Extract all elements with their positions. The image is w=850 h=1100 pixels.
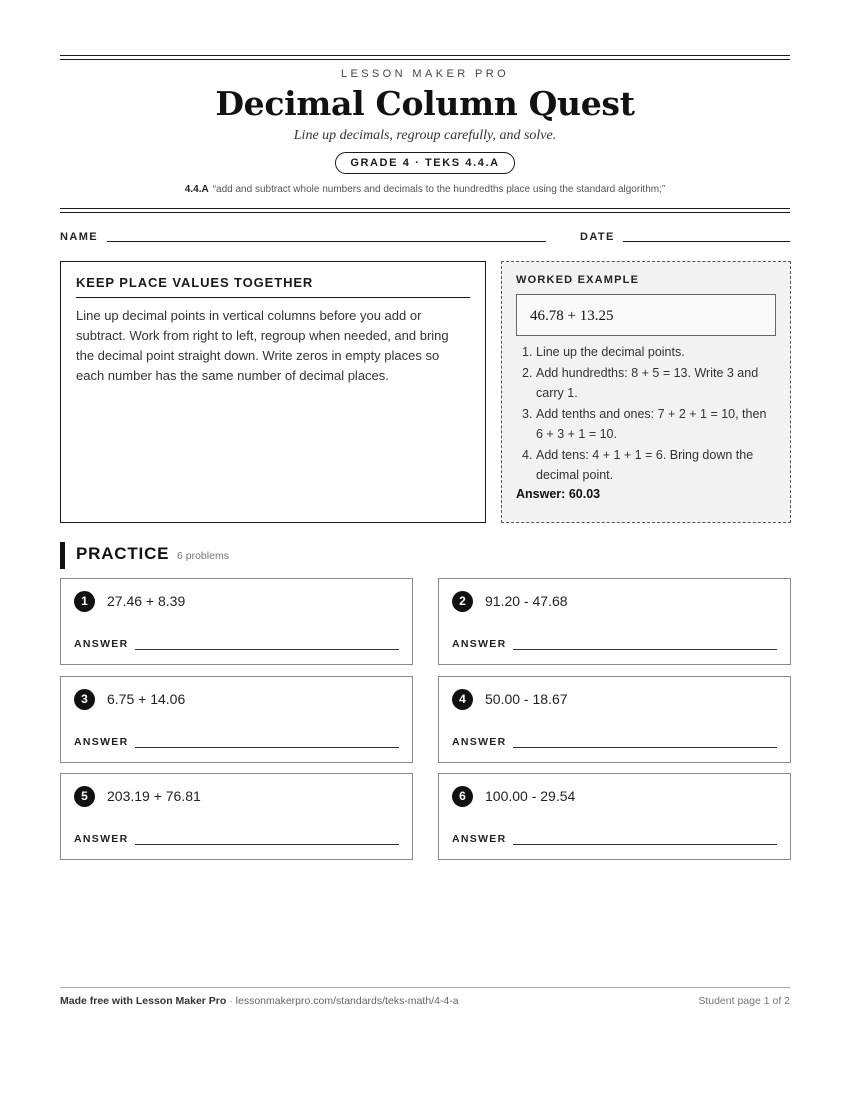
practice-title: PRACTICE bbox=[76, 544, 170, 563]
problem-card bbox=[438, 676, 791, 763]
step-item bbox=[516, 342, 776, 362]
problem-number-badge: 1 bbox=[74, 591, 95, 612]
practice-count: 6 problems bbox=[177, 550, 229, 562]
answer-value: 60.03 bbox=[568, 487, 601, 501]
footer-made-with: Made free with Lesson Maker Pro bbox=[60, 995, 227, 1007]
worked-example-expression: 46.78 + 13.25 bbox=[516, 294, 776, 336]
answer-field[interactable] bbox=[135, 844, 399, 845]
footer-credit bbox=[60, 995, 459, 1007]
step-number: 4. bbox=[522, 448, 533, 462]
worked-example-title: WORKED EXAMPLE bbox=[516, 274, 640, 286]
standard-text: “add and subtract whole numbers and decimals to the hundredths place using the standard algorithm;” bbox=[212, 184, 666, 195]
step-text: Add tenths and ones: 7 + 2 + 1 = 10, then 6 + 3 + 1 = 10. bbox=[536, 407, 767, 441]
problem-number-badge: 4 bbox=[452, 689, 473, 710]
date-field[interactable] bbox=[623, 241, 790, 242]
info-panel-body: Line up decimal points in vertical columns before you add or subtract. Work from right to left, regroup when needed, and bring the decimal point straight down. Write zeros in empty places so each number has the same number of decimal places. bbox=[76, 308, 449, 383]
step-text: Add hundredths: 8 + 5 = 13. Write 3 and carry 1. bbox=[536, 366, 759, 400]
worked-example-answer bbox=[516, 487, 776, 501]
footer-url[interactable]: lessonmakerpro.com/standards/teks-math/4-4-a bbox=[235, 995, 459, 1007]
info-panel-title: KEEP PLACE VALUES TOGETHER bbox=[76, 275, 470, 298]
brand-name: LESSON MAKER PRO bbox=[340, 68, 510, 80]
answer-field[interactable] bbox=[513, 844, 777, 845]
answer-label: ANSWER bbox=[74, 736, 129, 748]
problem-expression: 50.00 - 18.67 bbox=[485, 691, 568, 707]
header-bottom-double-rule bbox=[60, 208, 790, 213]
standard-statement bbox=[0, 184, 850, 195]
problem-number-badge: 6 bbox=[452, 786, 473, 807]
worked-example-panel bbox=[501, 261, 791, 523]
step-number: 2. bbox=[522, 366, 533, 380]
page-title: Decimal Column Quest bbox=[215, 84, 635, 123]
info-panel bbox=[60, 261, 486, 523]
step-item bbox=[516, 445, 776, 485]
page-subtitle: Line up decimals, regroup carefully, and solve. bbox=[293, 128, 557, 143]
problem-card bbox=[60, 676, 413, 763]
footer-rule bbox=[60, 987, 790, 988]
grade-wrap bbox=[0, 152, 850, 174]
answer-label: ANSWER bbox=[452, 736, 507, 748]
problem-expression: 91.20 - 47.68 bbox=[485, 593, 568, 609]
step-text: Line up the decimal points. bbox=[536, 345, 685, 359]
answer-field[interactable] bbox=[135, 747, 399, 748]
name-field[interactable] bbox=[107, 241, 546, 242]
answer-label: ANSWER bbox=[74, 833, 129, 845]
answer-field[interactable] bbox=[513, 649, 777, 650]
answer-label: ANSWER bbox=[452, 833, 507, 845]
footer-page-number: Student page 1 of 2 bbox=[698, 995, 790, 1007]
problem-number-badge: 3 bbox=[74, 689, 95, 710]
answer-field[interactable] bbox=[135, 649, 399, 650]
footer-separator: · bbox=[226, 995, 236, 1007]
answer-label: Answer: bbox=[516, 487, 566, 501]
problem-expression: 203.19 + 76.81 bbox=[107, 788, 201, 804]
answer-label: ANSWER bbox=[74, 638, 129, 650]
step-item bbox=[516, 363, 776, 403]
problem-card bbox=[60, 773, 413, 860]
step-text: Add tens: 4 + 1 + 1 = 6. Bring down the decimal point. bbox=[536, 448, 754, 482]
problem-card bbox=[60, 578, 413, 665]
problem-card bbox=[438, 773, 791, 860]
answer-field[interactable] bbox=[513, 747, 777, 748]
grade-badge: GRADE 4 · TEKS 4.4.A bbox=[335, 152, 514, 174]
step-number: 1. bbox=[522, 345, 533, 359]
top-double-rule bbox=[60, 55, 790, 60]
problem-expression: 27.46 + 8.39 bbox=[107, 593, 186, 609]
problem-number-badge: 5 bbox=[74, 786, 95, 807]
practice-accent-bar bbox=[60, 542, 65, 569]
problem-expression: 6.75 + 14.06 bbox=[107, 691, 186, 707]
step-item bbox=[516, 404, 776, 444]
problem-expression: 100.00 - 29.54 bbox=[485, 788, 576, 804]
name-label: NAME bbox=[60, 231, 98, 243]
answer-label: ANSWER bbox=[452, 638, 507, 650]
standard-code: 4.4.A bbox=[184, 184, 209, 195]
problem-card bbox=[438, 578, 791, 665]
step-number: 3. bbox=[522, 407, 533, 421]
problem-number-badge: 2 bbox=[452, 591, 473, 612]
date-label: DATE bbox=[580, 231, 615, 243]
worked-example-steps bbox=[516, 342, 776, 485]
